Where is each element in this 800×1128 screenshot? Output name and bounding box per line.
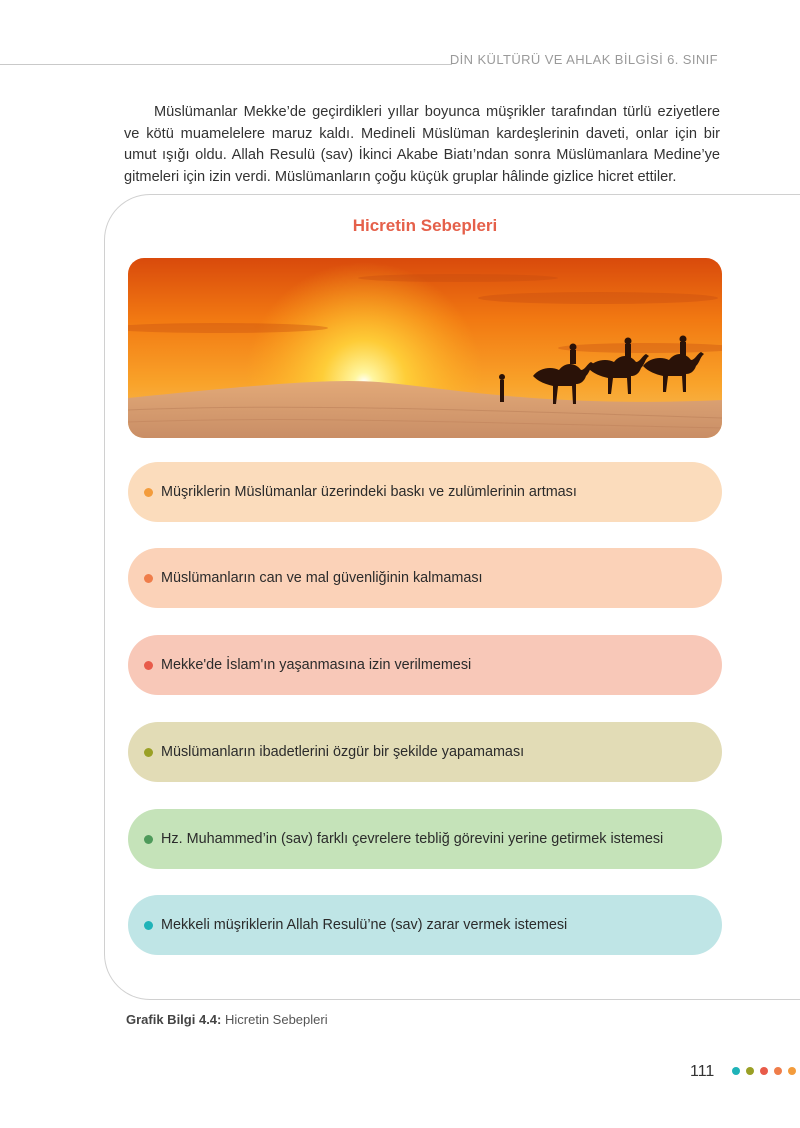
caption-label: Grafik Bilgi 4.4: [126, 1012, 222, 1027]
reason-text: Müslümanların ibadetlerini özgür bir şekilde yapamaması [161, 744, 525, 760]
reason-item [128, 722, 722, 782]
reason-item [128, 635, 722, 695]
reason-text: Müşriklerin Müslümanlar üzerindeki baskı ve zulümlerinin artması [161, 484, 577, 500]
header-rule [0, 64, 452, 65]
bullet-dot-icon [144, 661, 153, 670]
figure-caption [126, 1012, 328, 1027]
bullet-dot-icon [144, 574, 153, 583]
bullet-dot-icon [144, 748, 153, 757]
graphic-title: Hicretin Sebepleri [352, 216, 498, 235]
page-number: 111 [690, 1063, 715, 1080]
reason-item [128, 548, 722, 608]
intro-paragraph: Müslümanlar Mekke’de geçirdikleri yıllar boyunca müşrikler tarafından türlü eziyetlere ve kötü muamelelere maruz kaldı. Medineli Müslüman kardeşlerinin daveti, onlar için bir umut ışığı oldu. Allah Resulü (sav) İkinci Akabe Biatı’ndan sonra Müslümanlara Medine’ye gitmeleri için izin verdi. Müslümanların çoğu küçük gruplar hâlinde gizlice hicret ettiler. [124, 104, 720, 185]
desert-caravan-image [128, 258, 722, 438]
caption-text: Hicretin Sebepleri [225, 1012, 328, 1027]
decoration-dot [774, 1067, 782, 1075]
reason-item [128, 895, 722, 955]
reason-item [128, 462, 722, 522]
decoration-dot [788, 1067, 796, 1075]
bullet-dot-icon [144, 488, 153, 497]
bullet-dot-icon [144, 921, 153, 930]
page-decoration-dots [732, 1067, 796, 1075]
decoration-dot [746, 1067, 754, 1075]
reason-text: Hz. Muhammed’in (sav) farklı çevrelere tebliğ görevini yerine getirmek istemesi [161, 831, 664, 847]
reason-text: Mekke'de İslam'ın yaşanmasına izin verilmemesi [161, 657, 472, 673]
book-title: DİN KÜLTÜRÜ VE AHLAK BİLGİSİ 6. SINIF [449, 52, 718, 67]
decoration-dot [732, 1067, 740, 1075]
bullet-dot-icon [144, 835, 153, 844]
reason-item [128, 809, 722, 869]
decoration-dot [760, 1067, 768, 1075]
reason-text: Müslümanların can ve mal güvenliğinin kalmaması [161, 570, 483, 586]
reason-text: Mekkeli müşriklerin Allah Resulü’ne (sav) zarar vermek istemesi [161, 917, 568, 933]
